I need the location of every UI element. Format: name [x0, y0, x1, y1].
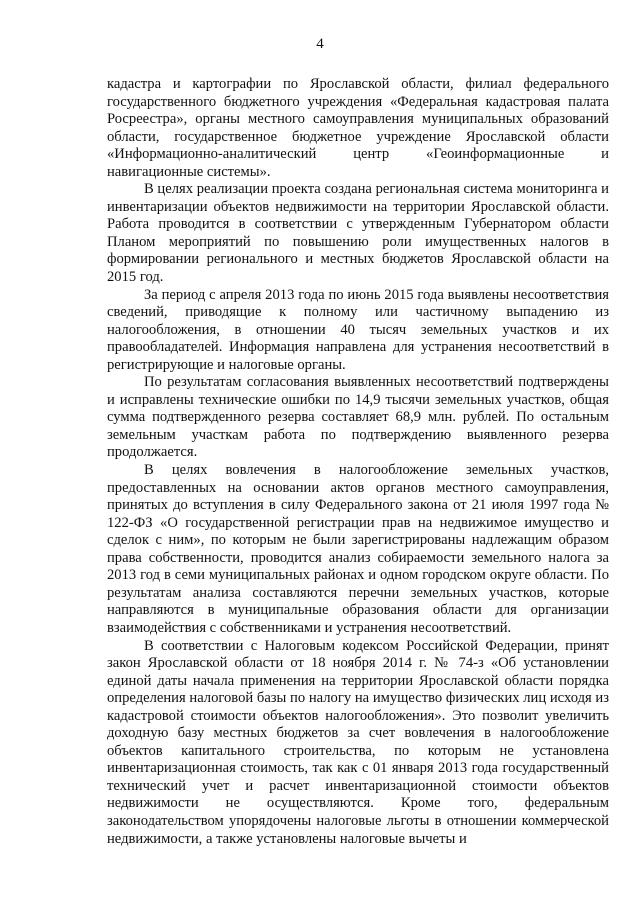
page-number: 4 [316, 36, 324, 52]
paragraph-continuation: кадастра и картографии по Ярославской области, филиал федерального государственного бюджетного учреждения «Федеральная кадастровая палата Росреестра», органы местного самоуправления муниципальных образований области, государственное бюджетное учреждение Ярославской области «Информационно-аналитический центр «Геоинформационные и навигационные системы». [107, 76, 609, 180]
paragraph-land-tax-analysis: В целях вовлечения в налогообложение земельных участков, предоставленных на основании актов органов местного самоуправления, принятых до вступления в силу Федерального закона от 21 июля 1997 года № 122-ФЗ «О государственной регистрации прав на недвижимое имущество и сделок с ним», по которым не были зарегистрированы надлежащим образом права собственности, проводится анализ собираемости земельного налога за 2013 год в семи муниципальных районах и одном городском округе области. По результатам анализа составляются перечни земельных участков, которые направляются в муниципальные образования области для организации взаимодействия с собственниками и устранения несоответствий. [107, 462, 609, 636]
paragraph-reconciliation-results: По результатам согласования выявленных несоответствий подтверждены и исправлены технические ошибки по 14,9 тысячи земельных участков, общая сумма подтвержденного резерва составляет 68,9 млн. рублей. По остальным земельным участкам работа по подтверждению выявленного резерва продолжается. [107, 374, 609, 461]
paragraph-monitoring-system: В целях реализации проекта создана региональная система мониторинга и инвентаризации объектов недвижимости на территории Ярославской области. Работа проводится в соответствии с утвержденным Губернатором области Планом мероприятий по повышению роли имущественных налогов в формировании регионального и местных бюджетов Ярославской области на 2015 год. [107, 181, 609, 286]
paragraph-discrepancies-found: За период с апреля 2013 года по июнь 2015 года выявлены несоответствия сведений, приводящие к полному или частичному выпадению из налогообложения, в отношении 40 тысяч земельных участков и их правообладателей. Информация направлена для устранения несоответствий в регистрирующие и налоговые органы. [107, 286, 609, 373]
document-body [107, 76, 609, 848]
paragraph-tax-code-law: В соответствии с Налоговым кодексом Российской Федерации, принят закон Ярославской области от 18 ноября 2014 г. № 74-з «Об установлении единой даты начала применения на территории Ярославской области порядка определения налоговой базы по налогу на имущество физических лиц исходя из кадастровой стоимости объектов налогообложения». Это позволит увеличить доходную базу местных бюджетов за счет вовлечения в налогообложение объектов капитального строительства, по которым не установлена инвентаризационная стоимость, так как с 01 января 2013 года государственный технический учет и расчет инвентаризационной стоимости объектов недвижимости не осуществляются. Кроме того, федеральным законодательством упорядочены налоговые льготы в отношении коммерческой недвижимости, а также установлены налоговые вычеты и [107, 637, 609, 847]
